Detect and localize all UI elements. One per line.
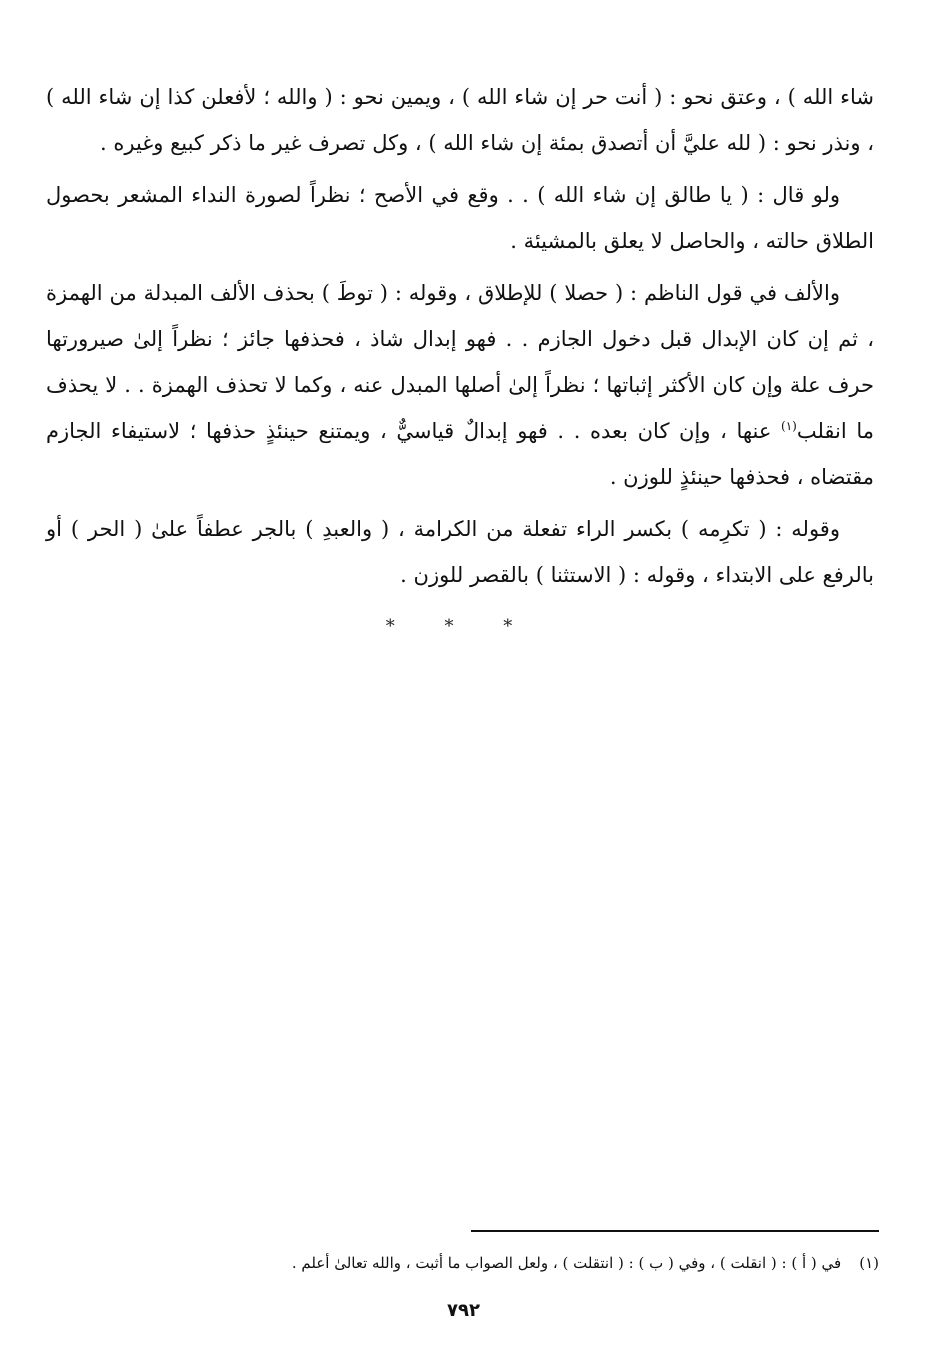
paragraph-alif	[46, 270, 874, 500]
paragraph-alif-text-after: عنها ، وإن كان بعده . . فهو إبدالٌ قياسيٌّ ، ويمتنع حينئذٍ حذفها ؛ لاستيفاء الجازم مقتضاه ، فحذفها حينئذٍ للوزن .	[46, 419, 874, 489]
footnote	[49, 1250, 879, 1276]
paragraph-alif-text-before: والألف في قول الناظم : ( حصلا ) للإطلاق ، وقوله : ( توطَ ) بحذف الألف المبدلة من الهمزة ، ثم إن كان الإبدال قبل دخول الجازم . . فهو إبدال شاذ ، فحذفها جائز ؛ نظراً إلىٰ صيرورتها حرف علة وإن كان الأكثر إثباتها ؛ نظراً إلىٰ أصلها المبدل عنه ، وكما لا تحذف الهمزة . . لا يحذف ما انقلب	[46, 281, 874, 443]
section-separator: * * *	[385, 616, 535, 637]
footnote-text: في ( أ ) : ( انقلت ) ، وفي ( ب ) : ( انتقلت ) ، ولعل الصواب ما أثبت ، والله تعالىٰ أعلم .	[291, 1254, 842, 1272]
footnote-divider	[471, 1230, 879, 1232]
paragraph-continuation: شاء الله ) ، وعتق نحو : ( أنت حر إن شاء الله ) ، ويمين نحو : ( والله ؛ لأفعلن كذا إن شاء الله ) ، ونذر نحو : ( لله عليَّ أن أتصدق بمئة إن شاء الله ) ، وكل تصرف غير ما ذكر كبيع وغيره .	[46, 85, 874, 155]
footnote-number: (١)	[859, 1254, 879, 1272]
paragraph-takrimah: وقوله : ( تكرِمه ) بكسر الراء تفعلة من الكرامة ، ( والعبدِ ) بالجر عطفاً علىٰ ( الحر ) أو بالرفع على الابتداء ، وقوله : ( الاستثنا ) بالقصر للوزن .	[46, 517, 874, 587]
footnote-reference[interactable]: (١)	[781, 419, 797, 433]
paragraph-talaq: ولو قال : ( يا طالق إن شاء الله ) . . وقع في الأصح ؛ نظراً لصورة النداء المشعر بحصول الطلاق حالته ، والحاصل لا يعلق بالمشيئة .	[46, 183, 874, 253]
page-number: ٧٩٢	[447, 1300, 480, 1321]
main-text	[46, 74, 874, 650]
